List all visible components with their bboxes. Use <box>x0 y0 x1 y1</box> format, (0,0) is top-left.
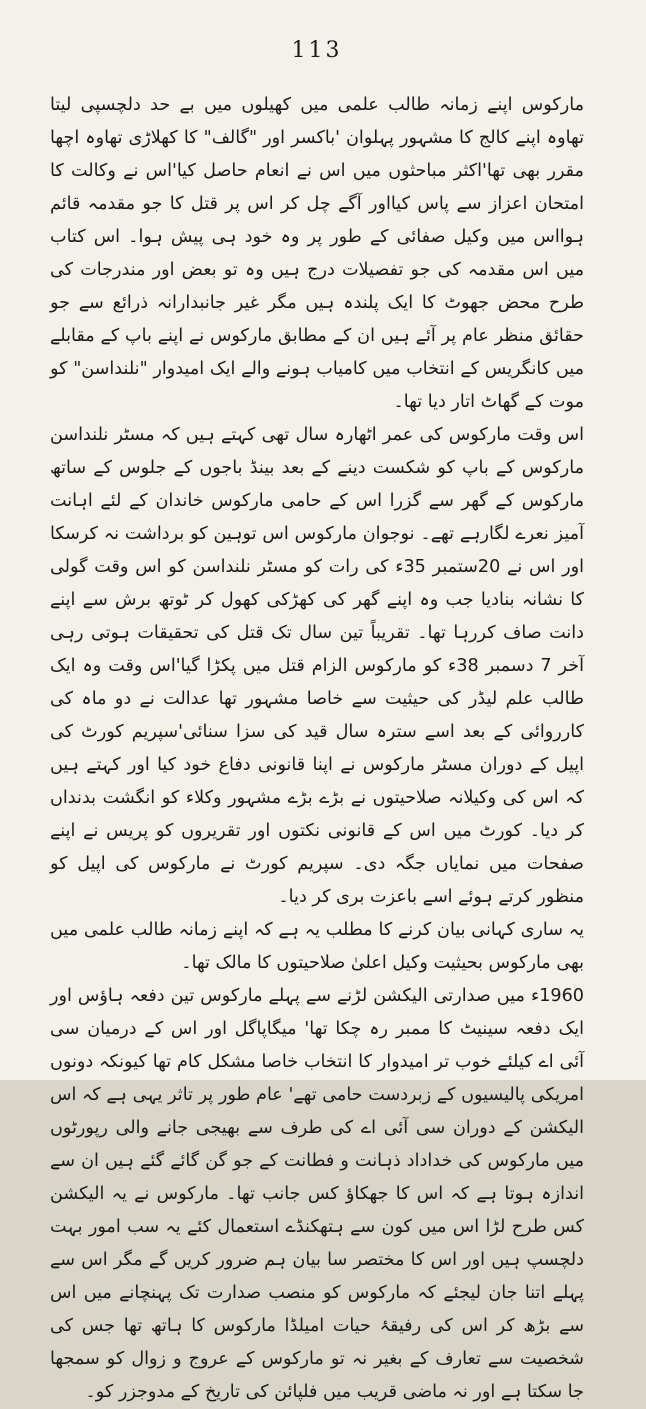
paragraph-4: 1960ء میں صدارتی الیکشن لڑنے سے پہلے مارکوس تین دفعہ ہاؤس اور ایک دفعہ سینیٹ کا ممبر رہ چکا تھا' میگاپاگل اور اس کے درمیان سی آئی اے کیلئے خوب تر امیدوار کا انتخاب خاصا مشکل کام تھا کیونکہ دونوں امریکی پالیسیوں کے زبردست حامی تھے' عام طور پر تاثر یہی ہے کہ اس الیکشن کے دوران سی آئی اے کی طرف سے بھیجی جانے والی رپورٹوں میں مارکوس کی خداداد ذہانت و فطانت کے جو گن گائے گئے ہیں ان سے اندازہ ہوتا ہے کہ اس کا جھکاؤ کس جانب تھا۔ مارکوس نے یہ الیکشن کس طرح لڑا اس میں کون سے ہتھکنڈے استعمال کئے یہ سب امور بہت دلچسپ ہیں اور اس کا مختصر سا بیان ہم ضرور کریں گے مگر اس سے پہلے اتنا جان لیجئے کہ مارکوس کو منصب صدارت تک پہنچانے میں اس سے بڑھ کر اس کی رفیقۂ حیات امیلڈا مارکوس کا ہاتھ تھا جس کی شخصیت سے تعارف کے بغیر نہ تو مارکوس کے عروج و زوال کو سمجھا جا سکتا ہے اور نہ ماضی قریب میں فلپائن کی تاریخ کے مدوجزر کو۔ <box>50 986 584 1402</box>
paragraph-1: مارکوس اپنے زمانہ طالب علمی میں کھیلوں میں بے حد دلچسپی لیتا تھاوہ اپنے کالج کا مشہور پہلوان 'باکسر اور "گالف" کا کھلاڑی تھاوہ اچھا مقرر بھی تھا'اکثر مباحثوں میں اس نے انعام حاصل کیا'اس نے وکالت کا امتحان اعزاز سے پاس کیااور آگے چل کر اس پر قتل کا جو مقدمہ قائم ہوااس میں وکیل صفائی کے طور پر وہ خود ہی پیش ہوا۔ اس کتاب میں اس مقدمہ کی جو تفصیلات درج ہیں وہ تو بعض اور مندرجات کی طرح محض جھوٹ کا ایک پلندہ ہیں مگر غیر جانبدارانہ ذرائع سے جو حقائق منظر عام پر آئے ہیں ان کے مطابق مارکوس نے اپنے باپ کے مقابلے میں کانگریس کے انتخاب میں کامیاب ہونے والے ایک امیدوار "نلنداسن" کو موت کے گھاٹ اتار دیا تھا۔ <box>50 95 584 412</box>
paragraph-2: اس وقت مارکوس کی عمر اٹھارہ سال تھی کہتے ہیں کہ مسٹر نلنداسن مارکوس کے باپ کو شکست دینے کے بعد بینڈ باجوں کے جلوس کے ساتھ مارکوس کے گھر سے گزرا اس کے حامی مارکوس خاندان کے لئے اہانت آمیز نعرے لگارہے تھے۔ نوجوان مارکوس اس توہین کو برداشت نہ کرسکا اور اس نے 20ستمبر 35ء کی رات کو مسٹر نلنداسن کو اس وقت گولی کا نشانہ بنادیا جب وہ اپنے گھر کی کھڑکی کھول کر ٹوتھ برش سے اپنے دانت صاف کررہا تھا۔ تقریباً تین سال تک قتل کی تحقیقات ہوتی رہی آخر 7 دسمبر 38ء کو مارکوس الزام قتل میں پکڑا گیا'اس وقت وہ ایک طالب علم لیڈر کی حیثیت سے خاصا مشہور تھا عدالت نے دو ماہ کی کارروائی کے بعد اسے سترہ سال قید کی سزا سنائی'سپریم کورٹ کی اپیل کے دوران مسٹر مارکوس نے اپنا قانونی دفاع خود کیا اور کہتے ہیں کہ اس کی وکیلانہ صلاحیتوں نے بڑے بڑے مشہور وکلاء کو انگشت بدنداں کر دیا۔ کورٹ میں اس کے قانونی نکتوں اور تقریروں کو پریس نے اپنے صفحات میں نمایاں جگہ دی۔ سپریم کورٹ نے مارکوس کی اپیل کو منظور کرتے ہوئے اسے باعزت بری کر دیا۔ <box>50 425 584 907</box>
page-body <box>50 89 584 1409</box>
paragraph-3: یہ ساری کہانی بیان کرنے کا مطلب یہ ہے کہ اپنے زمانہ طالب علمی میں بھی مارکوس بحیثیت وکیل اعلیٰ صلاحیتوں کا مالک تھا۔ <box>50 920 584 973</box>
page-number: 113 <box>291 38 343 63</box>
